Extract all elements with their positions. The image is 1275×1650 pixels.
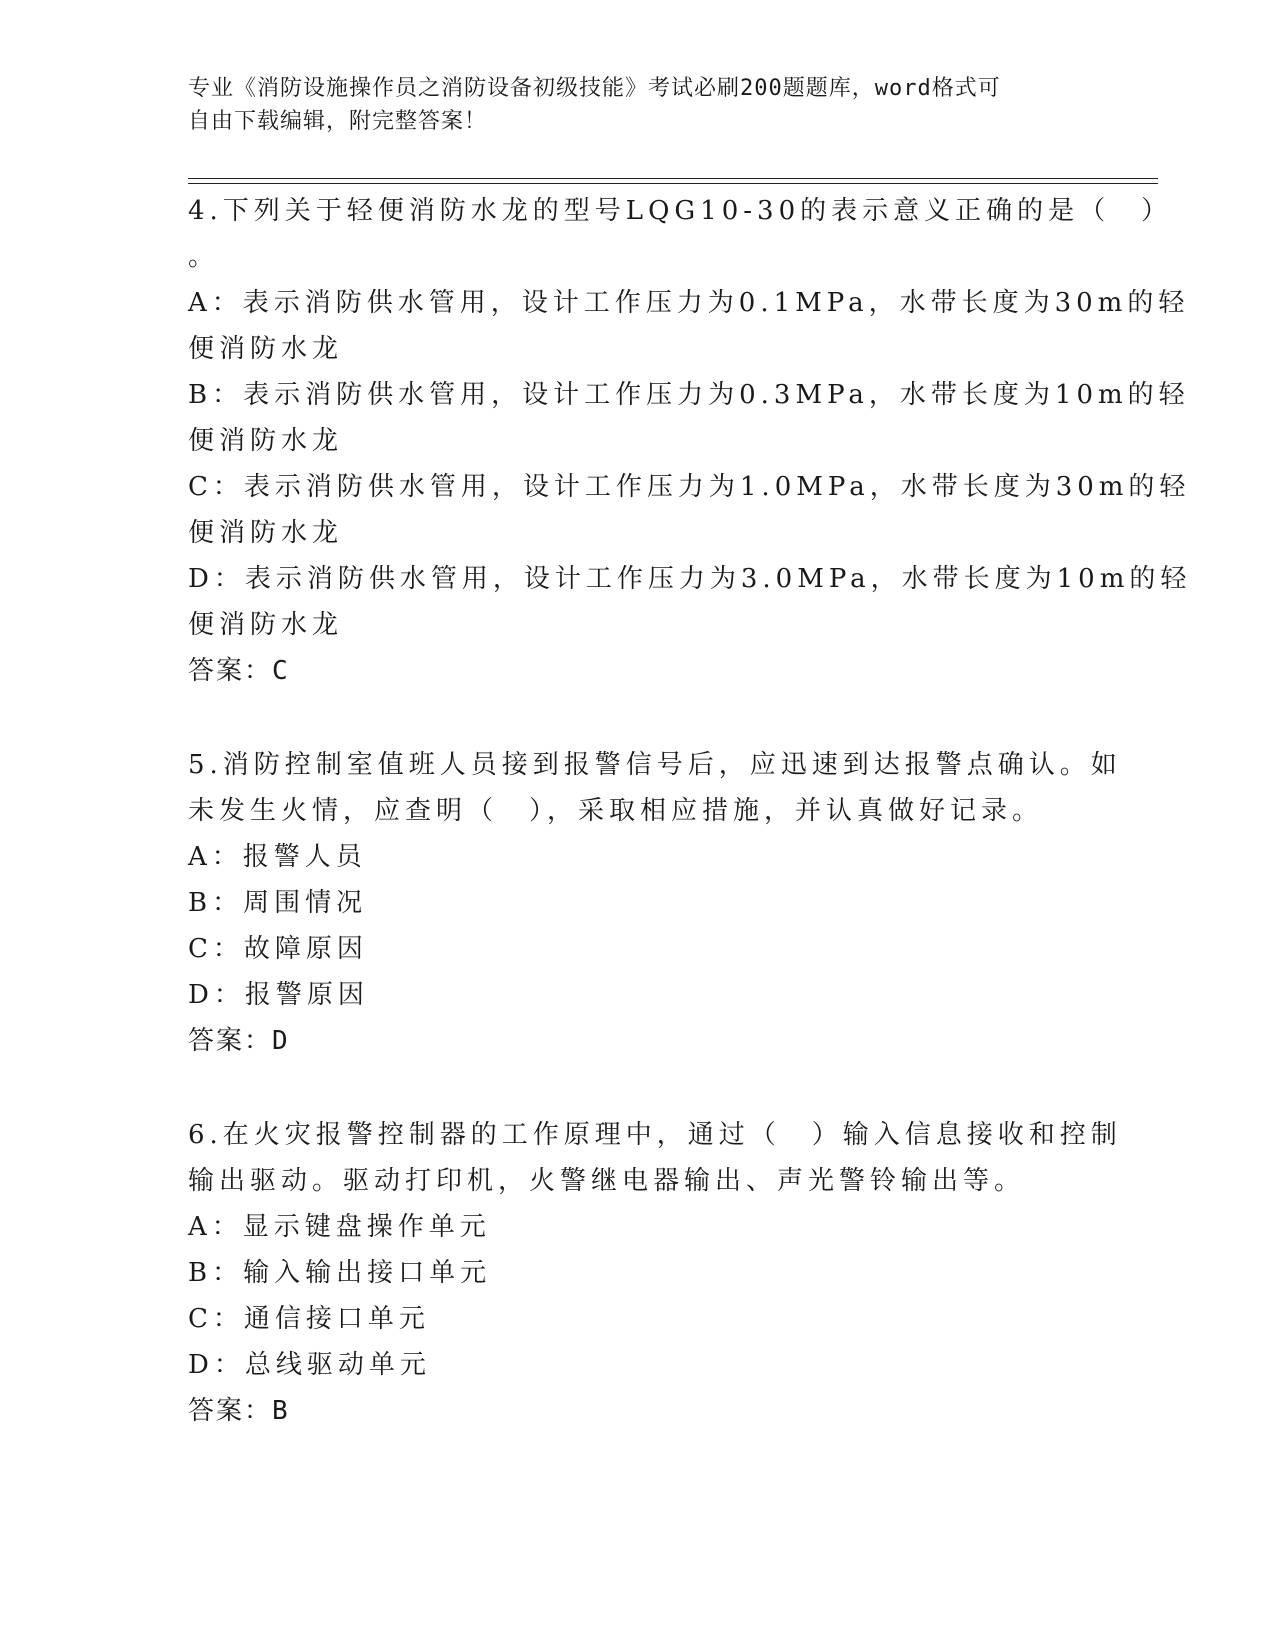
question-stem: 未发生火情，应查明（ ），采取相应措施，并认真做好记录。 [188,796,1044,826]
answer-label: 答案：C [188,656,290,686]
option-d: D：报警原因 [188,980,369,1010]
question-6 [188,1112,1122,1434]
question-5 [188,742,1122,1064]
question-stem: 。 [188,242,220,272]
option-c: C：表示消防供水管用，设计工作压力为1.0MPa，水带长度为30m的轻 [188,472,1191,502]
option-c: C：通信接口单元 [188,1304,430,1334]
question-stem: 4.下列关于轻便消防水龙的型号LQG10-30的表示意义正确的是（ ） [188,196,1173,226]
option-c: C：故障原因 [188,934,368,964]
option-b: B：输入输出接口单元 [188,1258,492,1288]
header-divider-top [188,178,1158,179]
header-line-1: 专业《消防设施操作员之消防设备初级技能》考试必刷200题题库，word格式可 [188,76,1001,101]
document-header [188,72,1068,138]
option-a: A：报警人员 [188,842,367,872]
option-b: B：表示消防供水管用，设计工作压力为0.3MPa，水带长度为10m的轻 [188,380,1190,410]
option-b: B：周围情况 [188,888,368,918]
answer-label: 答案：B [188,1396,290,1426]
question-4 [188,188,1192,694]
header-line-2: 自由下载编辑，附完整答案！ [188,109,488,134]
option-a: A：表示消防供水管用，设计工作压力为0.1MPa，水带长度为30m的轻 [188,288,1190,318]
option-c: 便消防水龙 [188,518,344,548]
option-b: 便消防水龙 [188,426,344,456]
option-a: A：显示键盘操作单元 [188,1212,491,1242]
option-d: D：总线驱动单元 [188,1350,431,1380]
option-a: 便消防水龙 [188,334,344,364]
option-d: 便消防水龙 [188,610,344,640]
answer-label: 答案：D [188,1026,290,1056]
header-divider-bottom [188,183,1158,184]
question-stem: 5.消防控制室值班人员接到报警信号后，应迅速到达报警点确认。如 [188,750,1122,780]
option-d: D：表示消防供水管用，设计工作压力为3.0MPa，水带长度为10m的轻 [188,564,1192,594]
question-stem: 输出驱动。驱动打印机，火警继电器输出、声光警铃输出等。 [188,1166,1026,1196]
question-list [188,188,1192,1482]
question-stem: 6.在火灾报警控制器的工作原理中，通过（ ）输入信息接收和控制 [188,1120,1122,1150]
